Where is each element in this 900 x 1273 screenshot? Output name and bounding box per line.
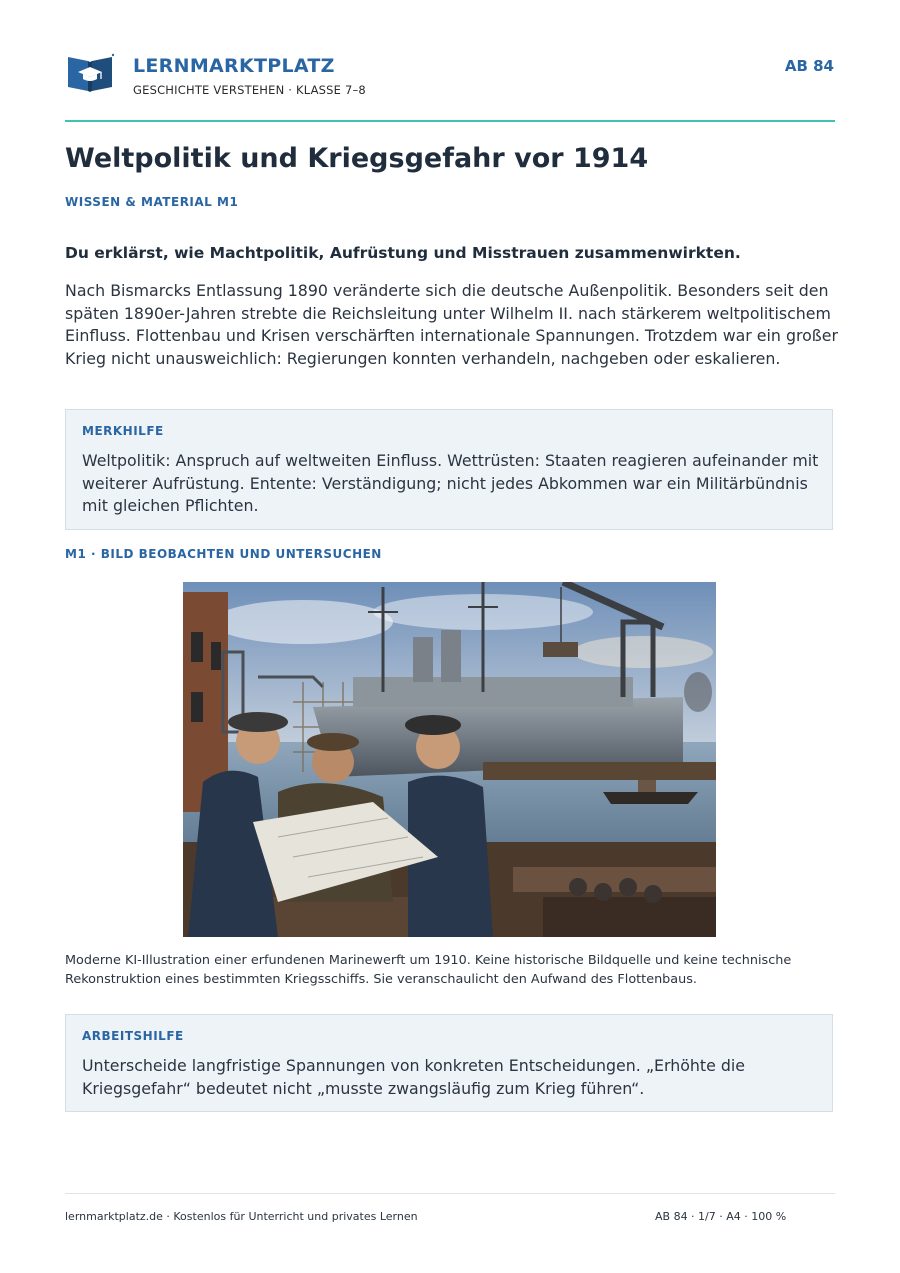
footer-page-info: AB 84 · 1/7 · A4 · 100 %	[655, 1210, 787, 1223]
logo-icon	[66, 53, 114, 93]
arbeitshilfe-label: ARBEITSHILFE	[82, 1029, 184, 1043]
footer-site-note: lernmarktplatz.de · Kostenlos für Unterricht und privates Lernen	[65, 1210, 418, 1223]
image-caption: Moderne KI-Illustration einer erfundenen Marinewerft um 1910. Keine historische Bildquelle und keine technische Rekonstruktion eines bestimmten Kriegsschiffs. Sie veranschaulicht den Aufwand des Flottenbaus.	[65, 953, 792, 987]
section-label: WISSEN & MATERIAL M1	[65, 195, 239, 209]
sheet-id: AB 84	[784, 57, 834, 75]
header-divider	[65, 120, 835, 122]
merkhilfe-label: MERKHILFE	[82, 424, 164, 438]
material-label: M1 · BILD BEOBACHTEN UND UNTERSUCHEN	[65, 547, 382, 561]
merkhilfe-text: Weltpolitik: Anspruch auf weltweiten Einfluss. Wettrüsten: Staaten reagieren aufeinander mit weiterer Aufrüstung. Entente: Verständigung; nicht jedes Abkommen war ein Militärbündnis mit gleichen Pflichten.	[82, 451, 819, 516]
learning-objective: Du erklärst, wie Machtpolitik, Aufrüstung und Misstrauen zusammenwirkten.	[65, 244, 741, 262]
merkhilfe-box	[65, 409, 833, 530]
intro-text: Nach Bismarcks Entlassung 1890 veränderte sich die deutsche Außenpolitik. Besonders seit den späten 1890er-Jahren strebte die Reichsleitung unter Wilhelm II. nach stärkerem weltpolitischem Einfluss. Flottenbau und Krisen verschärften internationale Spannungen. Trotzdem war ein großer Krieg nicht unausweichlich: Regierungen konnten verhandeln, nachgeben oder eskalieren.	[65, 281, 838, 369]
shipyard-illustration	[183, 582, 716, 937]
brand-subtitle: GESCHICHTE VERSTEHEN · KLASSE 7–8	[133, 83, 366, 97]
footer-divider	[65, 1193, 835, 1194]
arbeitshilfe-box	[65, 1014, 833, 1112]
brand-name: LERNMARKTPLATZ	[133, 55, 335, 77]
page-title: Weltpolitik und Kriegsgefahr vor 1914	[65, 143, 649, 174]
arbeitshilfe-text: Unterscheide langfristige Spannungen von konkreten Entscheidungen. „Erhöhte die Kriegsgefahr“ bedeutet nicht „musste zwangsläufig zum Krieg führen“.	[82, 1056, 745, 1098]
